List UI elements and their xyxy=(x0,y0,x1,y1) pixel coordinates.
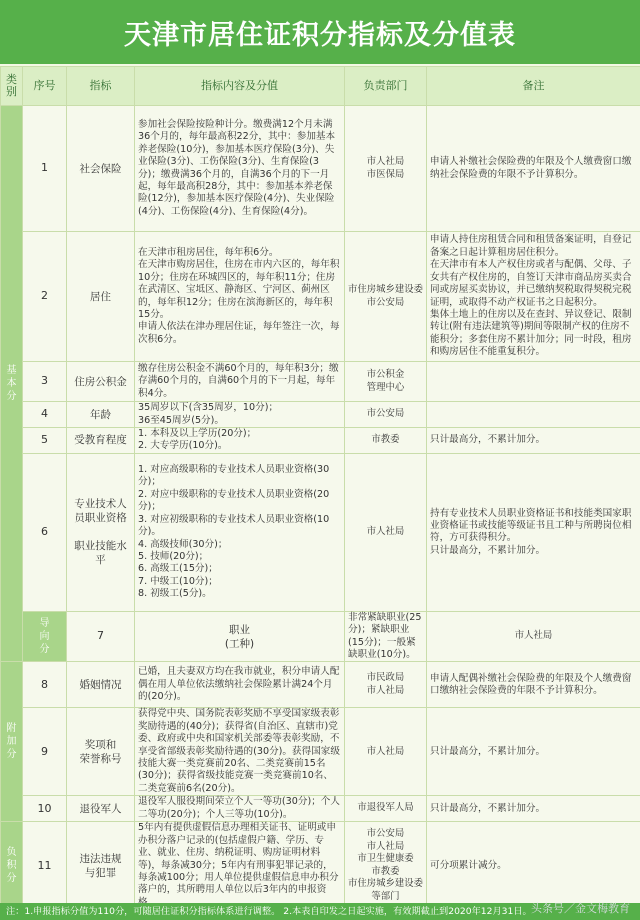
indicator-name: 婚姻情况 xyxy=(67,662,135,708)
header-content: 指标内容及分值 xyxy=(135,67,345,106)
responsible-department: 市教委 xyxy=(345,428,427,454)
responsible-department: 市退役军人局 xyxy=(345,796,427,822)
row-number: 6 xyxy=(23,453,67,611)
row-number: 3 xyxy=(23,362,67,402)
table-row xyxy=(1,106,640,232)
watermark: 头条号／金文梅教育 xyxy=(531,902,630,915)
indicator-content: 非常紧缺职业(25分)；紧缺职业(15分)；一般紧缺职业(10分)。 xyxy=(345,611,427,662)
responsible-department: 市人社局 xyxy=(345,708,427,796)
remarks-cell: 只计最高分，不累计加分。 xyxy=(427,708,640,796)
table-row xyxy=(1,362,640,402)
header-remarks: 备注 xyxy=(427,67,640,106)
row-number: 2 xyxy=(23,232,67,362)
category-cell-guide: 导 向 分 xyxy=(23,611,67,662)
responsible-department: 市住房城乡建设委 市公安局 xyxy=(345,232,427,362)
indicator-content: 参加社会保险按险种计分。缴费满12个月未满36个月的，每年最高积22分，其中：参加基本养老保险(10分)，参加基本医疗保险(3分)、失业保险(3分)、工伤保险(3分)、生育保险(3分)；缴费满36个月的，自满36个月的下一月起，每年最高积28分，其中：参加基本养老保险(12分)，参加基本医疗保险(4分)、失业保险(4分)、工伤保险(4分)、生育保险(4分)。 xyxy=(135,106,345,232)
title-banner xyxy=(0,0,640,64)
indicator-content: 已婚，且夫妻双方均在我市就业，积分申请人配偶在用人单位依法缴纳社会保险累计满24个月的(20分)。 xyxy=(135,662,345,708)
header-number: 序号 xyxy=(23,67,67,106)
row-number: 5 xyxy=(23,428,67,454)
indicator-name: 职业 (工种) xyxy=(135,611,345,662)
table-row xyxy=(1,402,640,428)
category-cell-basic: 基 本 分 xyxy=(1,106,23,662)
indicator-name: 奖项和 荣誉称号 xyxy=(67,708,135,796)
responsible-department: 市公积金 管理中心 xyxy=(345,362,427,402)
remarks-cell xyxy=(427,362,640,402)
responsible-department: 市民政局 市人社局 xyxy=(345,662,427,708)
row-number: 10 xyxy=(23,796,67,822)
table-header-row xyxy=(1,67,640,106)
responsible-department: 市人社局 市医保局 xyxy=(345,106,427,232)
row-number: 11 xyxy=(23,822,67,910)
responsible-department: 市人社局 xyxy=(345,453,427,611)
indicator-content: 获得党中央、国务院表彰奖励不享受国家级表彰奖励待遇的(40分)；获得省(自治区、直辖市)党委、政府或中央和国家机关部委等表彰奖励，不享受省部级表彰奖励待遇的(30分)。获得国家级技能大赛一类竞赛前20名、二类竞赛前15名(30分)；获得省级技能竞赛一类竞赛前10名、二类竞赛前6名(20分)。 xyxy=(135,708,345,796)
category-cell-negative: 负 积 分 xyxy=(1,822,23,910)
indicator-name: 居住 xyxy=(67,232,135,362)
table-row xyxy=(1,662,640,708)
header-category: 类别 xyxy=(1,67,23,106)
score-table xyxy=(0,66,640,910)
indicator-content: 在天津市租房居住，每年积6分。 在天津市购房居住，住房在市内六区的，每年积10分；住房在环城四区的，每年积11分；住房在武清区、宝坻区、静海区、宁河区、蓟州区的，每年积12分；住房在滨海新区的，每年积15分。 申请人依法在津办理居住证，每年签注一次，每次积6分。 xyxy=(135,232,345,362)
row-number: 1 xyxy=(23,106,67,232)
responsible-department: 市公安局 市人社局 市卫生健康委 市教委 市住房城乡建设委等部门 xyxy=(345,822,427,910)
responsible-department: 市公安局 xyxy=(345,402,427,428)
indicator-content: 35周岁以下(含35周岁，10分)； 36至45周岁(5分)。 xyxy=(135,402,345,428)
indicator-content: 5年内有提供虚假信息办理相关证书、证明或申办积分落户记录的(包括虚假户籍、学历、专业、就业、住房、纳税证明、购房证明材料等)，每条减30分；5年内有刑事犯罪记录的，每条减100分；用人单位提供虚假信息申办积分落户的，其所聘用人单位以后3年内的申报资 xyxy=(135,822,345,910)
row-number: 9 xyxy=(23,708,67,796)
row-number: 4 xyxy=(23,402,67,428)
indicator-name: 受教育程度 xyxy=(67,428,135,454)
table-row xyxy=(1,453,640,611)
footer-note: 注：1.申报指标分值为110分，可随居住证积分指标体系进行调整。 2.本表自印发之日起实施，有效期截止到2020年12月31日。 xyxy=(0,903,640,920)
row-number: 7 xyxy=(67,611,135,662)
category-cell-bonus: 附 加 分 xyxy=(1,662,23,822)
header-department: 负责部门 xyxy=(345,67,427,106)
indicator-name: 专业技术人员职业资格 职业技能水平 xyxy=(67,453,135,611)
indicator-content: 1. 对应高级职称的专业技术人员职业资格(30分)； 2. 对应中级职称的专业技术人员职业资格(20分)； 3. 对应初级职称的专业技术人员职业资格(10分)。 4. 高级技师(30分)； 5. 技师(20分)； 6. 高级工(15分)； 7. 中级工(10分)； 8. 初级工(5分)。 xyxy=(135,453,345,611)
indicator-name: 社会保险 xyxy=(67,106,135,232)
row-number: 8 xyxy=(23,662,67,708)
table-row xyxy=(1,822,640,910)
table-row xyxy=(1,611,640,662)
remarks-cell: 申请人补缴社会保险费的年限及个人缴费窗口缴纳社会保险费的年限不予计算积分。 xyxy=(427,106,640,232)
page-title: 天津市居住证积分指标及分值表 xyxy=(124,19,516,51)
indicator-content: 缴存住房公积金不满60个月的，每年积3分；缴存满60个月的，自满60个月的下一月起，每年积4分。 xyxy=(135,362,345,402)
indicator-name: 住房公积金 xyxy=(67,362,135,402)
remarks-cell: 只计最高分，不累计加分。 xyxy=(427,428,640,454)
indicator-name: 年龄 xyxy=(67,402,135,428)
indicator-content: 退役军人服役期间荣立个人一等功(30分)；个人二等功(20分)；个人三等功(10分)。 xyxy=(135,796,345,822)
table-row xyxy=(1,428,640,454)
remarks-cell: 只计最高分，不累计加分。 xyxy=(427,796,640,822)
remarks-cell xyxy=(427,402,640,428)
remarks-cell: 申请人持住房租赁合同和租赁备案证明，自登记备案之日起计算租房居住积分。 在天津市有本人产权住房或者与配偶、父母、子女共有产权住房的，自签订天津市商品房买卖合同或房屋买卖协议，并已缴纳契税取得契税完税证明，或取得不动产权证书之日起积分。 集体土地上的住房以及在查封、异议登记、限制转让(附有违法建筑等)期间等限制产权的住房不能积分；多套住房不累计加分；同一时段，租房和购房居住不能重复积分。 xyxy=(427,232,640,362)
indicator-name: 退役军人 xyxy=(67,796,135,822)
indicator-name: 违法违规 与犯罪 xyxy=(67,822,135,910)
table-row xyxy=(1,232,640,362)
header-indicator: 指标 xyxy=(67,67,135,106)
table-row xyxy=(1,796,640,822)
responsible-department: 市人社局 xyxy=(427,611,640,662)
remarks-cell: 申请人配偶补缴社会保险费的年限及个人缴费窗口缴纳社会保险费的年限不予计算积分。 xyxy=(427,662,640,708)
table-row xyxy=(1,708,640,796)
remarks-cell: 持有专业技术人员职业资格证书和技能类国家职业资格证书或技能等级证书且工种与所聘岗位相符，方可获得积分。 只计最高分，不累计加分。 xyxy=(427,453,640,611)
indicator-content: 1. 本科及以上学历(20分)； 2. 大专学历(10分)。 xyxy=(135,428,345,454)
remarks-cell: 可分项累计减分。 xyxy=(427,822,640,910)
